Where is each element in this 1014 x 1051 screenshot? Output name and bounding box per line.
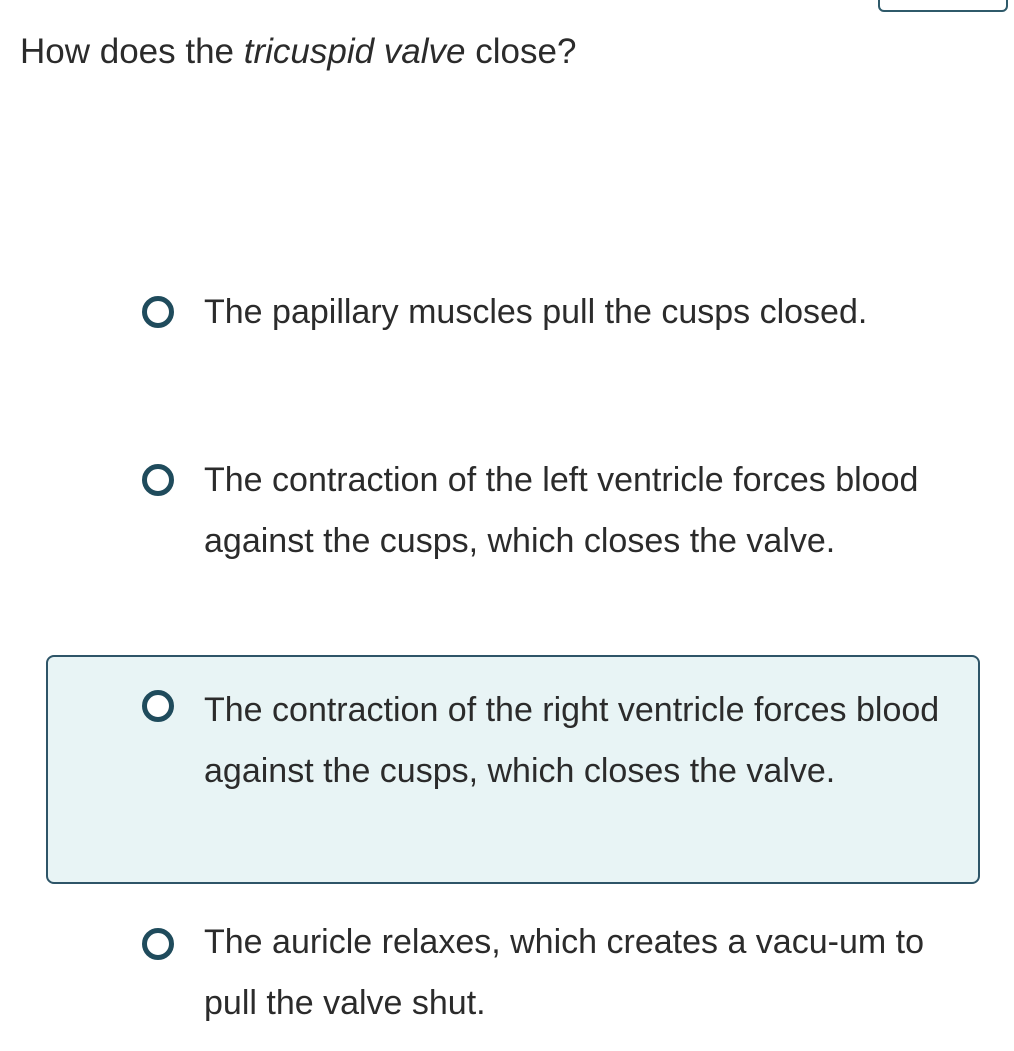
top-tab-edge — [878, 0, 1008, 12]
question-prefix: How does the — [20, 32, 244, 71]
answer-option-label: The auricle relaxes, which creates a vacu-um to pull the valve shut. — [204, 923, 924, 1022]
radio-button-icon[interactable] — [142, 690, 174, 722]
answer-option-1[interactable] — [46, 272, 980, 422]
question-emphasis: tricuspid valve — [243, 32, 466, 71]
radio-button-icon[interactable] — [142, 928, 174, 960]
answer-option-label: The contraction of the right ventricle forces blood against the cusps, which closes the valve. — [204, 691, 940, 790]
answer-option-2[interactable] — [46, 440, 980, 640]
answer-option-4[interactable] — [46, 898, 980, 1038]
radio-button-icon[interactable] — [142, 296, 174, 328]
answer-option-label: The contraction of the left ventricle forces blood against the cusps, which closes the valve. — [204, 461, 919, 560]
answer-option-3[interactable] — [46, 655, 980, 884]
question-text — [20, 30, 576, 74]
answer-option-label: The papillary muscles pull the cusps closed. — [204, 293, 868, 331]
question-suffix: close? — [465, 32, 577, 71]
radio-button-icon[interactable] — [142, 464, 174, 496]
